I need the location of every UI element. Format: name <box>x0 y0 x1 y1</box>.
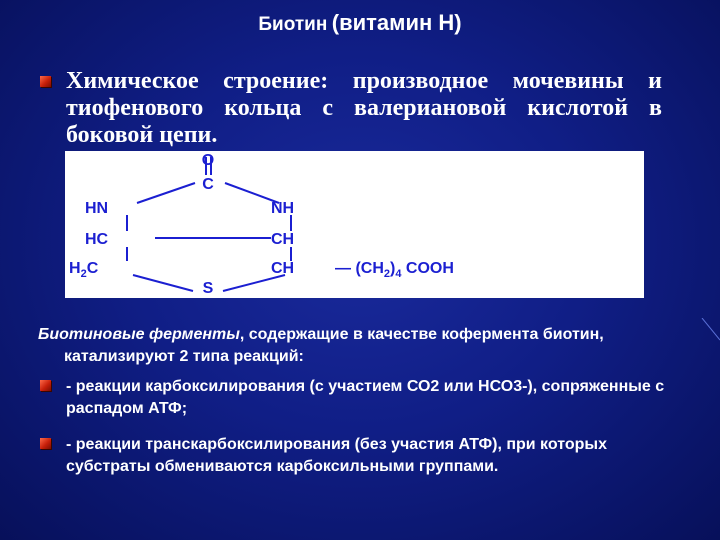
slide-title <box>0 10 720 36</box>
bond-c-hn <box>137 183 195 203</box>
reaction-item-carboxylation: - реакции карбоксилирования (с участием СО2 или НСО3-), сопряженные с распадом АТФ; <box>66 378 665 417</box>
bullet-icon <box>40 76 51 87</box>
structure-description: Химическое строение: производное мочевины и тиофенового кольца с валериановой кислотой в боковой цепи. <box>66 68 662 148</box>
group-hn: HN <box>85 200 109 217</box>
enzymes-paragraph <box>38 324 704 368</box>
bond-h2c-s <box>133 275 193 291</box>
reaction-item-transcarboxylation: - реакции транскарбоксилирования (без участия АТФ), при которых субстраты обмениваются карбоксильными группами. <box>66 436 607 475</box>
title-vitamin-h: (витамин Н) <box>331 10 462 35</box>
decorative-line <box>700 318 720 348</box>
group-ch-lower: CH <box>271 260 295 277</box>
formula-svg <box>65 151 644 298</box>
enzymes-term: Биотиновые ферменты <box>38 326 240 343</box>
enzymes-description: , содержащие в качестве кофермента биотин, катализируют 2 типа реакций: <box>64 326 604 365</box>
group-ch-middle: CH <box>271 231 295 248</box>
bond-ch-s <box>223 275 285 291</box>
atom-s: S <box>202 280 214 297</box>
group-hc: HC <box>85 231 109 248</box>
group-nh: NH <box>271 200 295 217</box>
biotin-structural-formula <box>65 151 644 298</box>
bullet-icon <box>40 380 51 391</box>
bullet-icon <box>40 438 51 449</box>
atom-o: O <box>201 152 215 169</box>
side-chain-valeric: — $(CH_2)_4$ COOH <box>335 260 454 280</box>
group-h2c: $H_2C$ <box>69 260 99 280</box>
title-biotin: Биотин <box>258 14 328 35</box>
atom-c-top: C <box>202 176 214 193</box>
